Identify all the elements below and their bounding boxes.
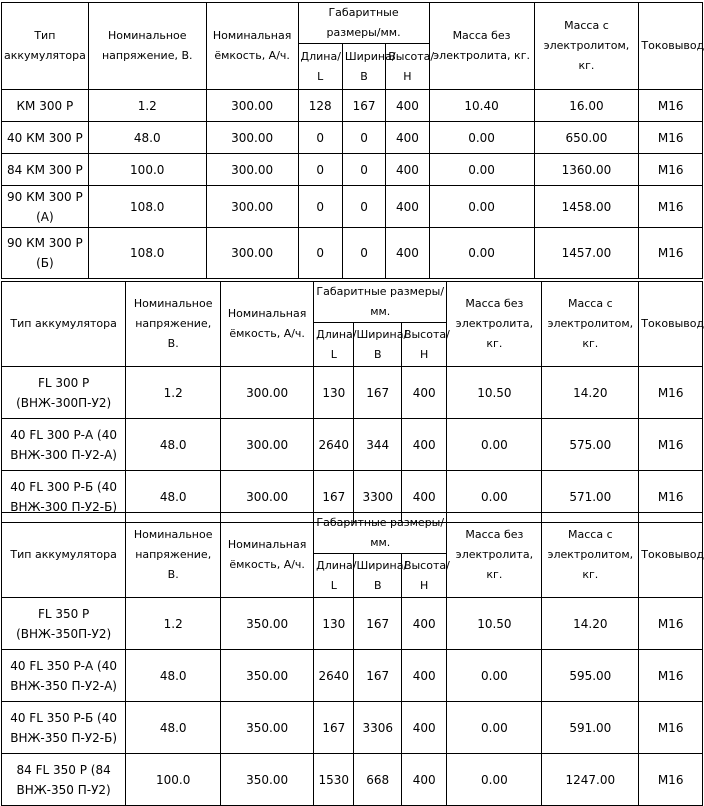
cell-terminal: М16 [639,122,703,154]
header-dimensions: Габаритные размеры/мм. [314,513,447,554]
header-length: Длина/ L [314,554,354,598]
cell-length: 1530 [314,754,354,806]
table-row [2,186,703,228]
cell-length: 130 [314,598,354,650]
cell-terminal: М16 [639,367,703,419]
header-terminal: Токовывод [639,3,703,90]
header-voltage: Номинальное напряжение, В. [88,3,206,90]
cell-capacity: 350.00 [221,702,314,754]
cell-width: 3300 [354,471,401,523]
cell-mass-wet: 595.00 [542,650,639,702]
header-type: Тип аккумулятора [2,3,89,90]
cell-terminal: М16 [639,419,703,471]
cell-capacity: 300.00 [221,419,314,471]
cell-width: 0 [342,122,385,154]
cell-width: 167 [354,367,401,419]
table-row [2,419,703,471]
cell-mass-dry: 0.00 [429,122,534,154]
table-row [2,90,703,122]
cell-width: 167 [354,650,401,702]
cell-length: 2640 [314,419,354,471]
cell-type: 90 КМ 300 Р (А) [2,186,89,228]
cell-mass-dry: 0.00 [447,419,542,471]
header-mass-wet: Масса с электролитом, кг. [534,3,639,90]
header-voltage: Номинальное напряжение, В. [126,282,221,367]
header-type: Тип аккумулятора [2,282,126,367]
header-width: Ширина/ В [354,554,401,598]
table-row [2,367,703,419]
cell-mass-dry: 0.00 [447,650,542,702]
cell-width: 167 [354,598,401,650]
cell-mass-dry: 0.00 [447,754,542,806]
cell-type: 84 КМ 300 Р [2,154,89,186]
cell-mass-wet: 591.00 [542,702,639,754]
cell-capacity: 300.00 [221,471,314,523]
table-row [2,122,703,154]
cell-length: 2640 [314,650,354,702]
table-row [2,702,703,754]
cell-capacity: 300.00 [206,228,298,279]
header-mass-dry: Масса без электролита, кг. [447,282,542,367]
cell-height: 400 [401,702,446,754]
cell-capacity: 300.00 [221,367,314,419]
cell-length: 167 [314,471,354,523]
cell-type: КМ 300 Р [2,90,89,122]
header-capacity: Номинальная ёмкость, А/ч. [206,3,298,90]
cell-voltage: 108.0 [88,228,206,279]
cell-width: 344 [354,419,401,471]
cell-height: 400 [401,754,446,806]
cell-mass-wet: 1247.00 [542,754,639,806]
cell-voltage: 48.0 [88,122,206,154]
cell-terminal: М16 [639,228,703,279]
cell-mass-dry: 10.50 [447,598,542,650]
header-capacity: Номинальная ёмкость, А/ч. [221,282,314,367]
header-length: Длина/ L [314,323,354,367]
header-capacity: Номинальная ёмкость, А/ч. [221,513,314,598]
header-length: Длина/ L [298,44,342,90]
cell-height: 400 [401,650,446,702]
cell-width: 0 [342,154,385,186]
cell-terminal: М16 [639,471,703,523]
cell-length: 128 [298,90,342,122]
spec-table-2 [1,281,703,523]
cell-height: 400 [386,228,429,279]
cell-height: 400 [386,154,429,186]
header-row [2,282,703,323]
cell-mass-wet: 14.20 [542,598,639,650]
cell-height: 400 [401,471,446,523]
cell-type: 40 КМ 300 Р [2,122,89,154]
header-dimensions: Габаритные размеры/мм. [298,3,429,44]
table-row [2,598,703,650]
header-row [2,3,703,44]
cell-width: 0 [342,186,385,228]
cell-terminal: М16 [639,650,703,702]
cell-voltage: 100.0 [126,754,221,806]
cell-length: 0 [298,122,342,154]
header-height: Высота/ Н [401,554,446,598]
table-row [2,754,703,806]
cell-voltage: 1.2 [126,598,221,650]
cell-voltage: 1.2 [88,90,206,122]
cell-capacity: 300.00 [206,186,298,228]
cell-mass-dry: 10.40 [429,90,534,122]
header-dimensions: Габаритные размеры/мм. [314,282,447,323]
cell-mass-dry: 10.50 [447,367,542,419]
cell-terminal: М16 [639,154,703,186]
table-row [2,650,703,702]
cell-mass-wet: 1360.00 [534,154,639,186]
cell-voltage: 100.0 [88,154,206,186]
cell-voltage: 48.0 [126,471,221,523]
cell-terminal: М16 [639,186,703,228]
header-voltage: Номинальное напряжение, В. [126,513,221,598]
cell-terminal: М16 [639,702,703,754]
header-type: Тип аккумулятора [2,513,126,598]
header-mass-wet: Масса с электролитом, кг. [542,513,639,598]
cell-width: 0 [342,228,385,279]
cell-mass-wet: 650.00 [534,122,639,154]
spec-table-3 [1,512,703,806]
cell-mass-wet: 1458.00 [534,186,639,228]
header-terminal: Токовывод [639,282,703,367]
header-row [2,513,703,554]
cell-type: 40 FL 300 Р-Б (40 ВНЖ-300 П-У2-Б) [2,471,126,523]
cell-height: 400 [401,419,446,471]
header-mass-wet: Масса с электролитом, кг. [542,282,639,367]
cell-width: 668 [354,754,401,806]
header-mass-dry: Масса без электролита, кг. [447,513,542,598]
cell-length: 130 [314,367,354,419]
cell-width: 3306 [354,702,401,754]
cell-mass-wet: 575.00 [542,419,639,471]
cell-terminal: М16 [639,90,703,122]
spec-table-1 [1,2,703,279]
cell-length: 0 [298,228,342,279]
cell-mass-wet: 14.20 [542,367,639,419]
header-terminal: Токовывод [639,513,703,598]
cell-type: FL 300 Р (ВНЖ-300П-У2) [2,367,126,419]
cell-capacity: 300.00 [206,122,298,154]
cell-mass-dry: 0.00 [429,228,534,279]
table-row [2,154,703,186]
cell-terminal: М16 [639,754,703,806]
cell-voltage: 48.0 [126,419,221,471]
cell-voltage: 1.2 [126,367,221,419]
cell-height: 400 [386,122,429,154]
table-row [2,228,703,279]
cell-height: 400 [401,598,446,650]
cell-type: 40 FL 300 Р-А (40 ВНЖ-300 П-У2-А) [2,419,126,471]
cell-mass-dry: 0.00 [429,154,534,186]
cell-mass-wet: 571.00 [542,471,639,523]
cell-type: FL 350 Р (ВНЖ-350П-У2) [2,598,126,650]
cell-capacity: 300.00 [206,90,298,122]
cell-terminal: М16 [639,598,703,650]
cell-length: 0 [298,154,342,186]
header-height: Высота/ Н [386,44,429,90]
cell-length: 167 [314,702,354,754]
header-height: Высота/ Н [401,323,446,367]
cell-voltage: 48.0 [126,702,221,754]
cell-mass-dry: 0.00 [447,471,542,523]
cell-mass-wet: 1457.00 [534,228,639,279]
cell-height: 400 [401,367,446,419]
header-mass-dry: Масса без электролита, кг. [429,3,534,90]
cell-type: 40 FL 350 Р-А (40 ВНЖ-350 П-У2-А) [2,650,126,702]
cell-type: 90 КМ 300 Р (Б) [2,228,89,279]
cell-voltage: 48.0 [126,650,221,702]
cell-capacity: 350.00 [221,754,314,806]
cell-type: 84 FL 350 Р (84 ВНЖ-350 П-У2) [2,754,126,806]
cell-capacity: 300.00 [206,154,298,186]
cell-height: 400 [386,186,429,228]
header-width: Ширина/ В [354,323,401,367]
cell-voltage: 108.0 [88,186,206,228]
cell-height: 400 [386,90,429,122]
cell-width: 167 [342,90,385,122]
cell-mass-dry: 0.00 [447,702,542,754]
cell-length: 0 [298,186,342,228]
cell-type: 40 FL 350 Р-Б (40 ВНЖ-350 П-У2-Б) [2,702,126,754]
cell-mass-wet: 16.00 [534,90,639,122]
header-width: Ширина/ В [342,44,385,90]
cell-capacity: 350.00 [221,650,314,702]
cell-capacity: 350.00 [221,598,314,650]
cell-mass-dry: 0.00 [429,186,534,228]
